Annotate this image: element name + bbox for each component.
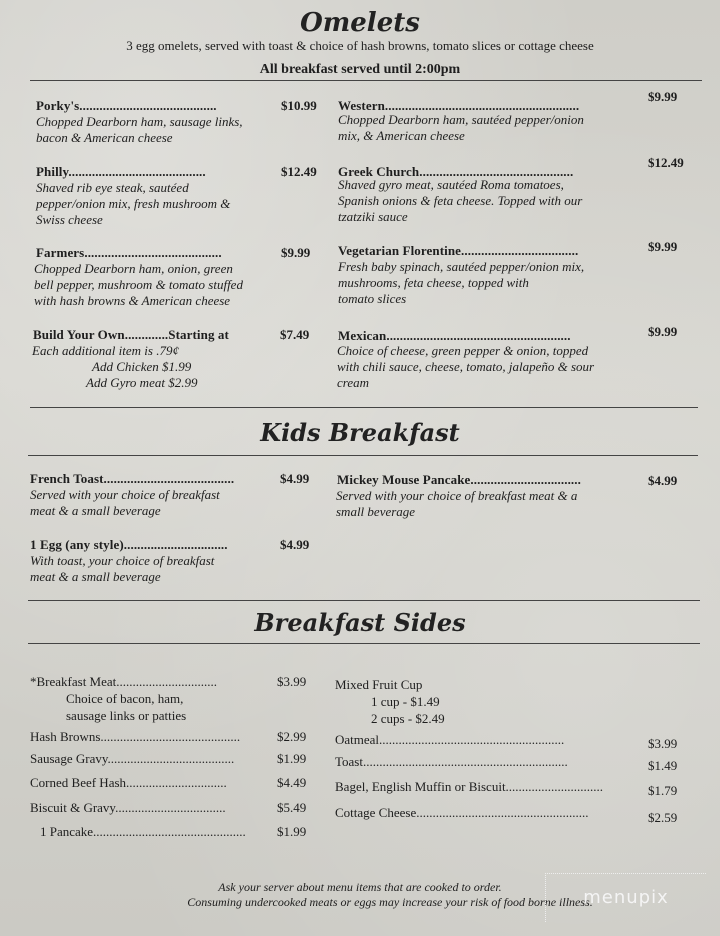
item-name: Greek Church.............................................. [338, 164, 574, 179]
side-item-name: Mixed Fruit Cup [335, 677, 423, 692]
side-item-price: $3.99 [277, 674, 307, 689]
divider [30, 407, 698, 408]
side-item-price: $1.99 [277, 751, 307, 766]
item-price: $4.99 [280, 537, 310, 552]
side-item-name: *Breakfast Meat............................... [30, 674, 218, 689]
kids-breakfast-heading: Kids Breakfast [260, 418, 460, 447]
item-description: Chopped Dearborn ham, onion, green bell pepper, mushroom & tomato stuffed with hash browns & American cheese [34, 261, 243, 308]
omelets-heading: Omelets [300, 8, 420, 38]
side-item-name: Bagel, English Muffin or Biscuit.............................. [335, 779, 604, 794]
side-item-note: Choice of bacon, ham, sausage links or patties [66, 691, 187, 723]
item-price: $9.99 [281, 245, 311, 260]
item-name: French Toast....................................... [30, 471, 235, 486]
side-item-note: 1 cup - $1.49 2 cups - $2.49 [371, 694, 445, 726]
side-item-price: $1.79 [648, 783, 678, 798]
watermark-logo: menupix [545, 873, 706, 922]
item-name: Western.......................................................... [338, 98, 580, 113]
item-description: Shaved gyro meat, sautéed Roma tomatoes, Spanish onions & feta cheese. Topped with our tzatziki sauce [338, 177, 583, 224]
side-item-name: Oatmeal......................................................... [335, 732, 565, 747]
item-name: Philly......................................... [36, 164, 206, 179]
breakfast-hours-notice: All breakfast served until 2:00pm [259, 62, 461, 77]
item-price: $10.99 [281, 98, 317, 113]
item-name: Porky's......................................... [36, 98, 217, 113]
side-item-name: Cottage Cheese..................................................... [335, 805, 589, 820]
side-item-name: Hash Browns........................................... [30, 729, 241, 744]
side-item-price: $3.99 [648, 736, 678, 751]
side-item-price: $2.99 [277, 729, 307, 744]
divider [28, 643, 700, 644]
divider [28, 455, 698, 456]
item-price: $9.99 [648, 239, 678, 254]
item-description: Chopped Dearborn ham, sausage links, bacon & American cheese [36, 114, 243, 145]
side-item-price: $4.49 [277, 775, 307, 790]
side-item-name: Corned Beef Hash............................... [30, 775, 227, 790]
item-description: With toast, your choice of breakfast meat & a small beverage [30, 553, 215, 584]
side-item-price: $2.59 [648, 810, 678, 825]
item-description: Fresh baby spinach, sautéed pepper/onion mix, mushrooms, feta cheese, topped with tomato slices [338, 259, 585, 306]
side-item-name: Toast............................................................... [335, 754, 568, 769]
divider [30, 80, 702, 81]
item-price: $7.49 [280, 327, 310, 342]
item-price: $9.99 [648, 89, 678, 104]
divider [28, 600, 700, 601]
breakfast-sides-heading: Breakfast Sides [254, 608, 466, 637]
item-description: Served with your choice of breakfast meat & a small beverage [30, 487, 220, 518]
side-item-price: $5.49 [277, 800, 307, 815]
item-name: Mickey Mouse Pancake................................. [337, 472, 581, 487]
item-price: $4.99 [648, 473, 678, 488]
item-price: $12.49 [281, 164, 317, 179]
item-name: Mexican....................................................... [338, 328, 571, 343]
item-price: $12.49 [648, 155, 684, 170]
item-name: Build Your Own.............Starting at [33, 327, 229, 342]
item-price: $9.99 [648, 324, 678, 339]
side-item-name: Biscuit & Gravy.................................. [30, 800, 226, 815]
footer-warning: Consuming undercooked meats or eggs may increase your risk of food borne illness. [187, 895, 593, 909]
footer-note: Ask your server about menu items that are cooked to order. [218, 880, 502, 894]
item-price: $4.99 [280, 471, 310, 486]
item-description: Shaved rib eye steak, sautéed pepper/onion mix, fresh mushroom & Swiss cheese [36, 180, 231, 227]
item-name: 1 Egg (any style)............................... [30, 537, 228, 552]
item-description: Choice of cheese, green pepper & onion, topped with chili sauce, cheese, tomato, jalapeño & sour cream [337, 343, 595, 390]
side-item-name: 1 Pancake............................................... [40, 824, 246, 839]
side-item-name: Sausage Gravy....................................... [30, 751, 235, 766]
omelets-subtitle: 3 egg omelets, served with toast & choice of hash browns, tomato slices or cottage cheese [126, 38, 594, 53]
item-description: Each additional item is .79¢ Add Chicken $1.99 Add Gyro meat $2.99 [32, 343, 198, 390]
side-item-price: $1.99 [277, 824, 307, 839]
item-name: Farmers......................................... [36, 245, 222, 260]
item-name: Vegetarian Florentine................................... [338, 243, 579, 258]
side-item-price: $1.49 [648, 758, 678, 773]
item-description: Served with your choice of breakfast meat & a small beverage [336, 488, 578, 519]
item-description: Chopped Dearborn ham, sautéed pepper/onion mix, & American cheese [338, 112, 584, 143]
